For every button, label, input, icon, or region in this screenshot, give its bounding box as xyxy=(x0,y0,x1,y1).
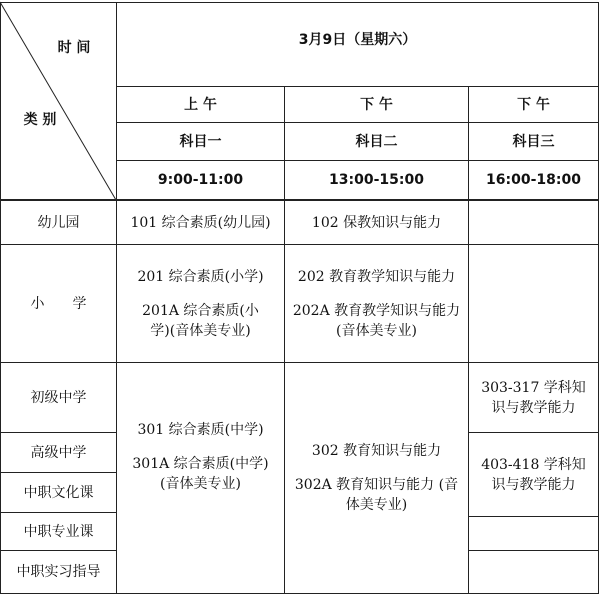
middle-subject-1-variant: 301A 综合素质(中学) xyxy=(132,455,269,472)
primary-subject-2 xyxy=(285,245,468,362)
category-primary: 小 学 xyxy=(30,295,87,312)
primary-subject-2-code: 202 教育教学知识与能力 xyxy=(297,268,456,285)
primary-subject-1 xyxy=(117,245,284,362)
border-bottom xyxy=(0,593,599,594)
time-label: 时 间 xyxy=(57,40,91,56)
grid-line xyxy=(468,516,599,517)
label: 303-317 学科知 xyxy=(481,379,586,396)
label: 识与教学能力 xyxy=(491,476,576,493)
session-3-period: 下 午 xyxy=(517,96,550,113)
primary-subject-1-variant: 201A 综合素质(小 xyxy=(142,302,259,319)
primary-subject-2-variant: 202A 教育教学知识与能力 xyxy=(292,302,461,319)
middle-subject-1 xyxy=(117,363,284,550)
primary-subject-1-variant-note: 学)(音体美专业) xyxy=(150,322,251,339)
category-senior-middle: 高级中学 xyxy=(30,444,87,461)
category-label: 类 别 xyxy=(23,112,57,128)
session-1-subject: 科目一 xyxy=(179,133,222,150)
label: 403-418 学科知 xyxy=(481,456,586,473)
senior-middle-subject-3 xyxy=(469,433,598,516)
middle-subject-1-code: 301 综合素质(中学) xyxy=(137,421,264,438)
session-1-hours: 9:00-11:00 xyxy=(157,172,244,188)
junior-middle-subject-3 xyxy=(469,363,598,432)
session-3-subject: 科目三 xyxy=(512,133,555,150)
session-2-hours: 13:00-15:00 xyxy=(329,172,424,188)
session-2-period: 下 午 xyxy=(360,96,393,113)
category-vocational-practice: 中职实习指导 xyxy=(16,564,101,580)
primary-subject-1-code: 201 综合素质(小学) xyxy=(137,268,264,285)
session-3-hours: 16:00-18:00 xyxy=(486,172,581,188)
category-junior-middle: 初级中学 xyxy=(30,389,87,406)
border-right xyxy=(598,2,599,594)
middle-subject-2 xyxy=(285,363,468,593)
middle-subject-1-variant-note: (音体美专业) xyxy=(160,475,241,492)
category-vocational-major: 中职专业课 xyxy=(23,523,94,540)
grid-line xyxy=(468,550,599,551)
session-2-subject: 科目二 xyxy=(355,133,398,150)
exam-date: 3月9日（星期六） xyxy=(298,32,417,48)
middle-subject-2-variant: 302A 教育知识与能力 (音 xyxy=(294,477,459,493)
middle-subject-2-code: 302 教育知识与能力 xyxy=(311,443,442,459)
kindergarten-subject-2: 102 保教知识与能力 xyxy=(311,214,442,231)
kindergarten-subject-1: 101 综合素质(幼儿园) xyxy=(130,214,271,231)
category-kindergarten: 幼儿园 xyxy=(37,214,80,231)
primary-subject-2-variant-note: (音体美专业) xyxy=(336,322,417,339)
middle-subject-2-variant-note: 体美专业) xyxy=(345,497,408,513)
label: 识与教学能力 xyxy=(491,399,576,416)
session-1-period: 上 午 xyxy=(184,96,217,113)
category-vocational-culture: 中职文化课 xyxy=(23,484,94,501)
